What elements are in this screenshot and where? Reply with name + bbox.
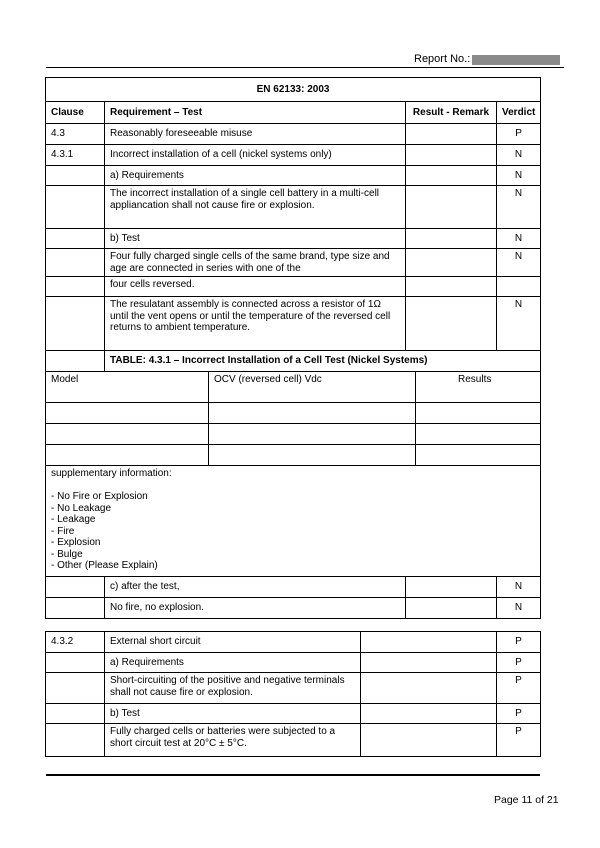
- table-row: [46, 145, 541, 166]
- subtable-row: [46, 403, 541, 424]
- row-verdict: N: [497, 598, 541, 619]
- row-result: [361, 724, 497, 757]
- row-requirement: Four fully charged single cells of the same brand, type size and age are connected in series with one of the: [105, 249, 406, 277]
- table-row: [46, 724, 541, 757]
- table-row: [46, 249, 541, 277]
- row-clause: [46, 673, 105, 704]
- row-verdict: P: [497, 673, 541, 704]
- col-requirement-header: Requirement – Test: [105, 102, 406, 124]
- row-result: [361, 653, 497, 673]
- row-verdict: P: [497, 704, 541, 724]
- report-number-label: Report No.:: [414, 53, 471, 65]
- sub-cell-ocv: [209, 424, 416, 445]
- table-row: [46, 653, 541, 673]
- subtable-row: [46, 424, 541, 445]
- test-table-4-3-2: [45, 631, 541, 757]
- supplementary-item: - Other (Please Explain): [51, 560, 158, 571]
- row-clause: [46, 277, 105, 297]
- row-requirement: Reasonably foreseeable misuse: [105, 124, 406, 145]
- sub-cell-ocv: [209, 445, 416, 466]
- table-row: [46, 598, 541, 619]
- test-table-4-3: [45, 77, 541, 619]
- subtable-title-spacer: [46, 351, 105, 372]
- row-verdict: N: [497, 577, 541, 598]
- subtable-title: TABLE: 4.3.1 – Incorrect Installation of a Cell Test (Nickel Systems): [105, 351, 541, 372]
- row-clause: [46, 704, 105, 724]
- report-number-redaction: [472, 55, 560, 65]
- row-verdict: P: [497, 724, 541, 757]
- row-clause: [46, 229, 105, 249]
- table-row: [46, 704, 541, 724]
- sub-cell-results: [416, 424, 541, 445]
- row-requirement: a) Requirements: [105, 166, 406, 186]
- sub-cell-model: [46, 445, 209, 466]
- row-verdict: N: [497, 297, 541, 351]
- row-verdict: N: [497, 186, 541, 229]
- table-row: [46, 577, 541, 598]
- row-result: [406, 277, 497, 297]
- footer-rule: [46, 774, 540, 776]
- row-clause: 4.3.2: [46, 632, 105, 653]
- supplementary-item: - Fire: [51, 525, 75, 537]
- row-result: [406, 598, 497, 619]
- row-verdict: P: [497, 653, 541, 673]
- row-verdict: P: [497, 124, 541, 145]
- row-requirement: Short-circuiting of the positive and negative terminals shall not cause fire or explosion.: [105, 673, 361, 704]
- row-requirement: b) Test: [105, 704, 361, 724]
- row-result: [406, 229, 497, 249]
- table-row: [46, 186, 541, 229]
- table-row: [46, 632, 541, 653]
- row-requirement: c) after the test,: [105, 577, 406, 598]
- sub-col-results-header: Results: [416, 372, 541, 403]
- row-requirement: Incorrect installation of a cell (nickel systems only): [105, 145, 406, 166]
- table-row: [46, 124, 541, 145]
- sub-cell-model: [46, 403, 209, 424]
- row-requirement: No fire, no explosion.: [105, 598, 406, 619]
- sub-cell-results: [416, 445, 541, 466]
- row-clause: [46, 297, 105, 351]
- row-clause: 4.3.1: [46, 145, 105, 166]
- table-row: [46, 673, 541, 704]
- supplementary-item: - Bulge: [51, 548, 83, 560]
- row-verdict: N: [497, 145, 541, 166]
- row-clause: [46, 249, 105, 277]
- row-clause: [46, 724, 105, 757]
- row-requirement: a) Requirements: [105, 653, 361, 673]
- row-verdict: P: [497, 632, 541, 653]
- table-row: [46, 166, 541, 186]
- header-rule: [46, 67, 564, 68]
- row-clause: [46, 653, 105, 673]
- row-result: [361, 673, 497, 704]
- row-result: [406, 249, 497, 277]
- row-verdict: N: [497, 249, 541, 277]
- row-requirement: b) Test: [105, 229, 406, 249]
- row-requirement: External short circuit: [105, 632, 361, 653]
- row-result: [361, 632, 497, 653]
- row-clause: 4.3: [46, 124, 105, 145]
- row-requirement: Fully charged cells or batteries were subjected to a short circuit test at 20°C ± 5°C.: [105, 724, 361, 757]
- supplementary-item: - Explosion: [51, 537, 101, 548]
- sub-cell-results: [416, 403, 541, 424]
- supplementary-item: - No Fire or Explosion: [51, 491, 148, 502]
- sub-cell-ocv: [209, 403, 416, 424]
- row-clause: [46, 577, 105, 598]
- row-result: [361, 704, 497, 724]
- row-result: [406, 297, 497, 351]
- standard-title: EN 62133: 2003: [46, 78, 541, 102]
- table-row: [46, 277, 541, 297]
- row-clause: [46, 166, 105, 186]
- sub-col-model-header: Model: [46, 372, 209, 403]
- supplementary-info: [46, 466, 541, 577]
- supplementary-item: - Leakage: [51, 514, 96, 525]
- sub-col-ocv-header: OCV (reversed cell) Vdc: [209, 372, 416, 403]
- subtable-row: [46, 445, 541, 466]
- row-result: [406, 145, 497, 166]
- row-verdict: N: [497, 166, 541, 186]
- row-result: [406, 166, 497, 186]
- row-clause: [46, 598, 105, 619]
- row-clause: [46, 186, 105, 229]
- row-requirement: four cells reversed.: [105, 277, 406, 297]
- table-row: [46, 229, 541, 249]
- row-result: [406, 577, 497, 598]
- page-number: Page 11 of 21: [494, 794, 559, 806]
- col-verdict-header: Verdict: [497, 102, 541, 124]
- row-result: [406, 186, 497, 229]
- col-clause-header: Clause: [46, 102, 105, 124]
- sub-cell-model: [46, 424, 209, 445]
- col-result-header: Result - Remark: [406, 102, 497, 124]
- supplementary-label: supplementary information:: [51, 468, 172, 479]
- row-verdict: N: [497, 229, 541, 249]
- row-verdict: [497, 277, 541, 297]
- row-requirement: The resulatant assembly is connected across a resistor of 1Ω until the vent opens or until the temperature of the reversed cell returns to ambient temperature.: [105, 297, 406, 351]
- table-row: [46, 297, 541, 351]
- supplementary-item: - No Leakage: [51, 502, 112, 514]
- row-result: [406, 124, 497, 145]
- row-requirement: The incorrect installation of a single cell battery in a multi-cell appliancation shall not cause fire or explosion.: [105, 186, 406, 229]
